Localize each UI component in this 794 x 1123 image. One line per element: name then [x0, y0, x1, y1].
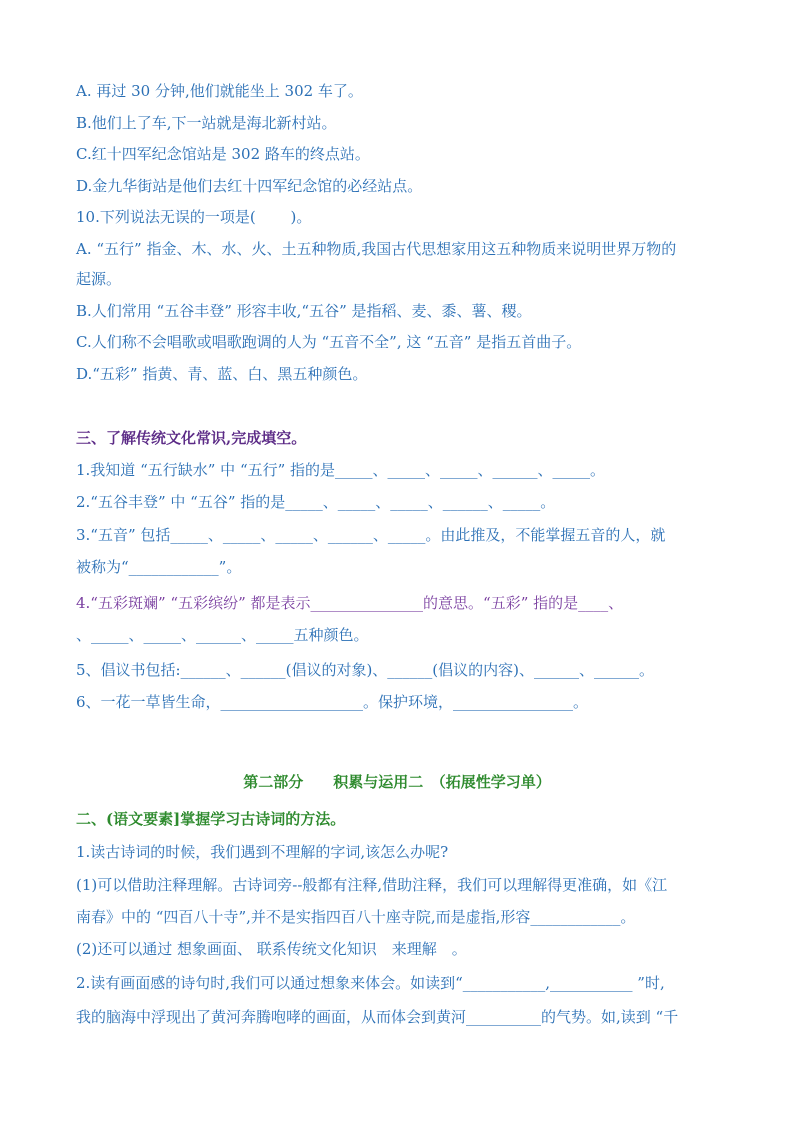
section3-item-4: 4.“五彩斑斓” “五彩缤纷” 都是表示_______________的意思。“五彩” 指的是____、	[76, 594, 624, 612]
q10-option-a-cont: 起源。	[76, 270, 122, 288]
section3-item-3-cont: 被称为“____________”。	[76, 558, 242, 576]
section3-item-3: 3.“五音” 包括_____、_____、_____、______、_____。由此推及，不能掌握五音的人，就	[76, 526, 666, 544]
section3-item-2: 2.“五谷丰登” 中 “五谷” 指的是_____、_____、_____、______、_____。	[76, 493, 556, 511]
part2-line-5: 2.读有画面感的诗句时,我们可以通过想象来体会。如读到“___________,___________ ”时,	[76, 974, 665, 992]
part2-line-3: 南春》中的 “四百八十寺”,并不是实指四百八十座寺院,而是虚指,形容____________。	[76, 908, 636, 926]
q10-option-d: D.“五彩” 指黄、青、蓝、白、黑五种颜色。	[76, 365, 368, 383]
q9-option-c: C.红十四军纪念馆站是 302 路车的终点站。	[76, 145, 370, 163]
q9-option-b: B.他们上了车,下一站就是海北新村站。	[76, 114, 337, 132]
part2-line-2: (1)可以借助注释理解。古诗词旁--般都有注释,借助注释，我们可以理解得更准确，如《江	[76, 876, 668, 894]
section3-item-1: 1.我知道 “五行缺水” 中 “五行” 指的是_____、_____、_____、______、_____。	[76, 461, 606, 479]
q10-option-c: C.人们称不会唱歌或唱歌跑调的人为 “五音不全”, 这 “五音” 是指五首曲子。	[76, 333, 582, 351]
section3-item-4-cont: 、_____、_____、______、_____五种颜色。	[76, 626, 369, 644]
part2-line-4: (2)还可以通过 想象画面、 联系传统文化知识 来理解 。	[76, 940, 467, 958]
part2-heading: 二、(语文要素]掌握学习古诗词的方法。	[76, 810, 346, 828]
q9-option-d: D.金九华街站是他们去红十四军纪念馆的必经站点。	[76, 177, 423, 195]
q9-option-a: A. 再过 30 分钟,他们就能坐上 302 车了。	[76, 82, 363, 100]
section3-item-5: 5、倡议书包括:______、______(倡议的对象)、______(倡议的内容)、______、______。	[76, 661, 655, 679]
section3-item-6: 6、一花一草皆生命，___________________。保护环境，________________。	[76, 693, 589, 711]
section3-heading: 三、了解传统文化常识,完成填空。	[76, 429, 307, 447]
q10-option-b: B.人们常用 “五谷丰登” 形容丰收,“五谷” 是指稻、麦、黍、薯、稷。	[76, 302, 532, 320]
q10-stem: 10.下列说法无误的一项是( )。	[76, 208, 312, 226]
part2-line-1: 1.读古诗词的时候，我们遇到不理解的字词,该怎么办呢?	[76, 843, 449, 861]
part2-line-6: 我的脑海中浮现出了黄河奔腾咆哮的画面，从而体会到黄河__________的气势。如,读到 “千	[76, 1008, 679, 1026]
part2-title: 第二部分 积累与运用二 （拓展性学习单）	[243, 773, 551, 791]
q10-option-a: A. “五行” 指金、木、水、火、土五种物质,我国古代思想家用这五种物质来说明世界万物的	[76, 240, 677, 258]
